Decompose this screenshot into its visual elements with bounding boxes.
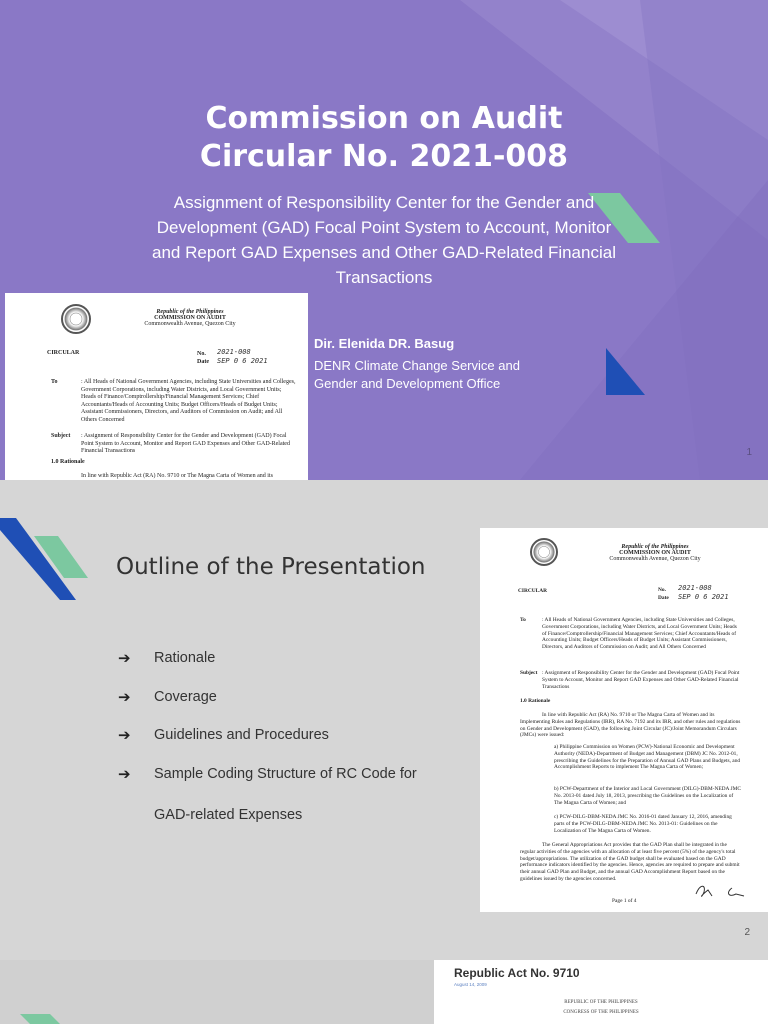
slide-1-title	[0, 100, 768, 176]
presenter-block	[314, 336, 544, 393]
doc-rationale-intro: In line with Republic Act (RA) No. 9710 or The Magna Carta of Women and its	[81, 473, 273, 479]
outline-item	[118, 689, 417, 728]
doc-section-title: 1.0 Rationale	[51, 459, 85, 465]
doc-to-label: To	[51, 379, 58, 385]
republic-act-title: Republic Act No. 9710	[454, 966, 580, 980]
outline-item-label: Rationale	[154, 650, 216, 666]
doc-date-label: Date	[658, 595, 669, 601]
doc-to-label: To	[520, 617, 526, 623]
republic-act-line-1: REPUBLIC OF THE PHILIPPINES	[564, 1000, 638, 1005]
doc-no-value: 2021-008	[678, 584, 712, 592]
coa-seal-icon	[61, 304, 91, 334]
slide-1-page-number: 1	[746, 447, 752, 458]
outline-item-continuation: GAD-related Expenses	[154, 807, 303, 823]
slide-1	[0, 0, 768, 480]
doc-date-value: SEP 0 6 2021	[217, 357, 268, 365]
doc-address: Commonwealth Avenue, Quezon City	[144, 321, 236, 327]
doc-item-c: c) PCW-DILG-DBM-NEDA JMC No. 2016-01 dated January 12, 2016, amending parts of the PCW-DILG-DBM-NEDA JMC No. 2013-01: Guidelines on the Localization of The Magna Carta of Women.	[554, 814, 732, 834]
doc-section-title: 1.0 Rationale	[520, 698, 551, 704]
right-arrow-icon: ➔	[118, 688, 131, 706]
doc-to-text: : All Heads of National Government Agencies, including State Universities and Colleges, Government Corporations, including Water Districts, and Local Government Units; Heads of Finance/Comptrollership/Financial Management Services; Chief Accountants/Heads of Accounting Units; Budget Officers/Heads of Budget Units; Assistant Commissioners, Directors, and Auditors of Commission on Audit; and All Others Concerned	[542, 617, 737, 650]
title-line-1: Commission on Audit	[205, 101, 563, 136]
doc-page-footer: Page 1 of 4	[612, 898, 637, 904]
outline-item-label: Coverage	[154, 688, 217, 705]
doc-subject-text: : Assignment of Responsibility Center for the Gender and Development (GAD) Focal Point System to Account, Monitor and Report GAD Expenses and Other GAD-Related Financial Transactions	[81, 433, 290, 454]
outline-list	[118, 650, 417, 804]
outline-item-label: Guidelines and Procedures	[154, 727, 329, 743]
slide-2-decoration	[0, 480, 140, 620]
outline-item	[118, 766, 417, 805]
doc-closing-paragraph: The General Appropriations Act provides that the GAD Plan shall be integrated in the regular activities of the agencies with an allocation of at least five percent (5%) of the agency's total budget/appropriations. The utilization of the GAD budget shall be evaluated based on the GAD performance indicators identified by the agencies. Hence, agencies are required to prepare and submit their annual GAD Plan and Budget, and the annual GAD Accomplishment Report based on the guidelines issued by the agencies concerned.	[520, 842, 740, 882]
outline-item	[118, 727, 417, 766]
slide-2-title: Outline of the Presentation	[116, 554, 426, 580]
republic-act-date: August 14, 2009	[454, 982, 487, 987]
doc-item-a: a) Philippine Commission on Women (PCW)-National Economic and Development Authority (NEDA)-Department of Budget and Management (DBM) JC No. 2012-01, prescribing the Guidelines for the Preparation of Annual GAD Plans and Budgets, and Accomplishment Reports to implement The Magna Carta of Women;	[554, 744, 741, 771]
coa-seal-icon	[530, 538, 558, 566]
slide-3	[0, 960, 768, 1024]
outline-item-label: Sample Coding Structure of RC Code for	[154, 765, 417, 782]
circular-document-page	[480, 528, 768, 912]
doc-rationale-intro: In line with Republic Act (RA) No. 9710 or The Magna Carta of Women and its Implementing Rules and Regulations (IRR), RA No. 7192 and its IRR, and other rules and regulations on Gender and Development (GAD), the following Joint Circular (JC)/Joint Memorandum Circulars (JMCs) were issued:	[520, 712, 741, 739]
document-header	[115, 309, 265, 327]
doc-republic: Republic of the Philippines	[621, 544, 689, 550]
slide-1-subtitle: Assignment of Responsibility Center for the Gender and Development (GAD) Focal Point System to Account, Monitor and Report GAD Expenses and Other GAD-Related Financial Transactions	[152, 193, 616, 287]
green-stripe-shape	[0, 1000, 80, 1024]
document-header	[580, 544, 730, 562]
doc-address: Commonwealth Avenue, Quezon City	[609, 556, 701, 562]
doc-to-text: : All Heads of National Government Agencies, including State Universities and Colleges, Government Corporations, including Water Districts, and Local Government Units; Heads of Finance/Comptrollership/Financial Management Services; Chief Accountants/Heads of Accounting Units; Budget Officers/Heads of Budget Units; Assistant Commissioners, Directors, and Auditors of Commission on Audit; and All Others Concerned	[81, 379, 296, 423]
doc-subject-label: Subject	[520, 670, 538, 676]
doc-circular-label: CIRCULAR	[518, 588, 548, 594]
republic-act-document	[434, 960, 768, 1024]
doc-subject-label: Subject	[51, 433, 71, 439]
slide-2-page-number: 2	[744, 927, 750, 938]
title-line-2: Circular No. 2021-008	[199, 139, 569, 174]
doc-no-label: No.	[658, 587, 666, 593]
republic-act-line-2: CONGRESS OF THE PHILIPPINES	[563, 1010, 639, 1015]
doc-item-b: b) PCW-Department of the Interior and Local Government (DILG)-DBM-NEDA JMC No. 2013-01 dated July 18, 2013, prescribing the Guidelines on the Localization of The Magna Carta of Women; and	[554, 786, 741, 806]
doc-circular-label: CIRCULAR	[47, 350, 80, 356]
signature-initials-icon	[694, 880, 754, 902]
doc-subject-text: : Assignment of Responsibility Center for the Gender and Development (GAD) Focal Point System to Account, Monitor and Report GAD Expenses and Other GAD-Related Financial Transactions	[542, 670, 740, 690]
doc-date-value: SEP 0 6 2021	[678, 593, 729, 601]
presenter-org: DENR Climate Change Service and Gender and Development Office	[314, 358, 520, 391]
right-arrow-icon: ➔	[118, 765, 131, 783]
doc-date-label: Date	[197, 359, 209, 365]
doc-commission: COMMISSION ON AUDIT	[619, 550, 691, 556]
circular-document-thumbnail	[5, 293, 308, 480]
doc-no-label: No.	[197, 351, 206, 357]
right-arrow-icon: ➔	[118, 727, 131, 744]
doc-commission: COMMISSION ON AUDIT	[154, 315, 226, 321]
presenter-name: Dir. Elenida DR. Basug	[314, 336, 455, 351]
doc-republic: Republic of the Philippines	[156, 309, 224, 315]
doc-no-value: 2021-008	[217, 348, 251, 356]
outline-item	[118, 650, 417, 689]
right-arrow-icon: ➔	[118, 650, 131, 667]
